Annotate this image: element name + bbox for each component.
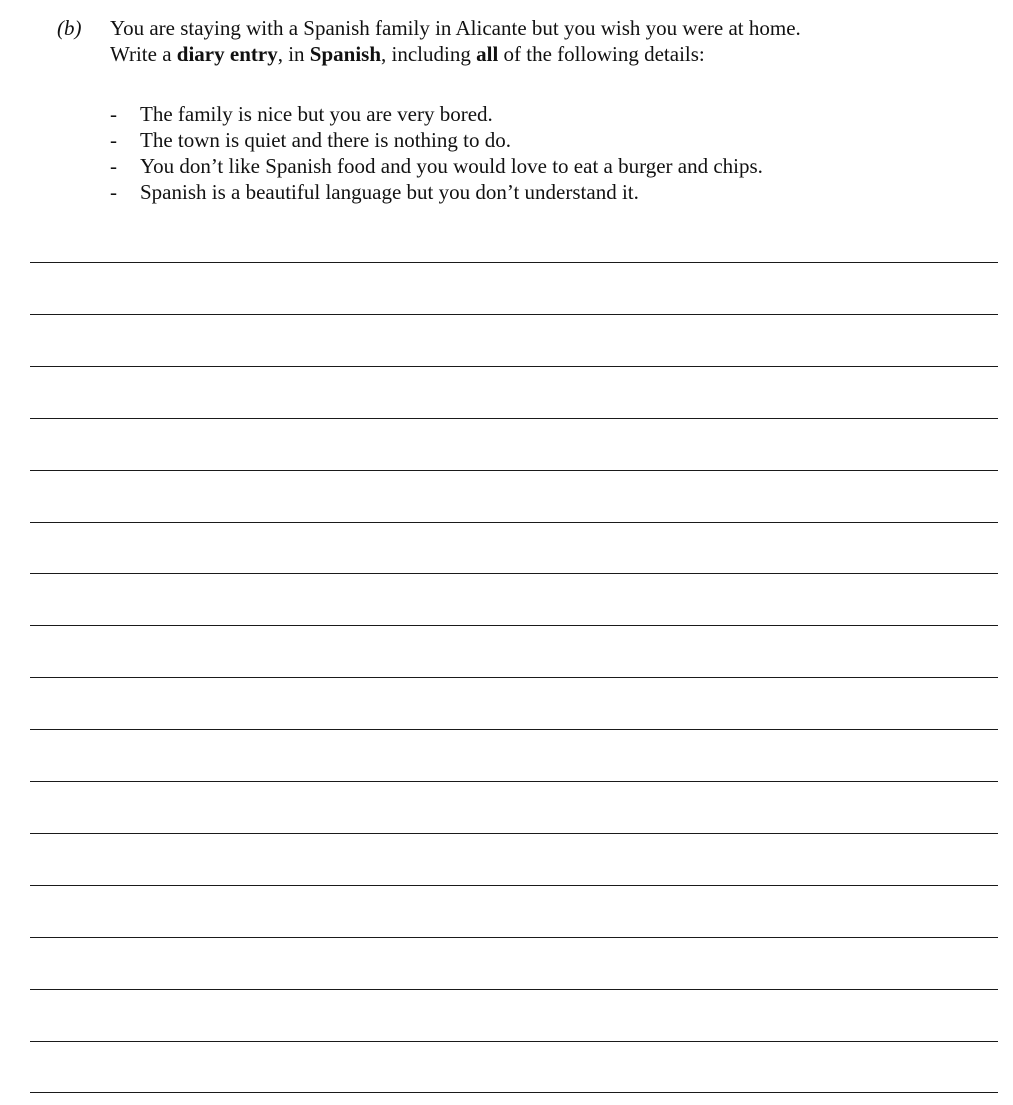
answer-line — [30, 314, 998, 315]
answer-line — [30, 573, 998, 574]
detail-text: Spanish is a beautiful language but you don’t understand it. — [140, 180, 639, 204]
answer-writing-area[interactable] — [30, 0, 998, 1105]
prompt-emphasis-diary-entry: diary entry — [176, 42, 278, 66]
answer-line — [30, 366, 998, 367]
dash-bullet: - — [110, 128, 117, 152]
answer-line — [30, 677, 998, 678]
dash-bullet: - — [110, 154, 117, 178]
answer-line — [30, 937, 998, 938]
prompt-emphasis-all: all — [476, 42, 499, 66]
prompt-text: of the following details: — [498, 42, 705, 66]
dash-bullet: - — [110, 180, 117, 204]
detail-text: The town is quiet and there is nothing to do. — [140, 128, 511, 152]
answer-line — [30, 625, 998, 626]
detail-text: You don’t like Spanish food and you would love to eat a burger and chips. — [140, 154, 763, 178]
answer-line — [30, 833, 998, 834]
answer-line — [30, 522, 998, 523]
prompt-line-1: You are staying with a Spanish family in Alicante but you wish you were at home. — [110, 16, 801, 40]
dash-bullet: - — [110, 102, 117, 126]
answer-line — [30, 885, 998, 886]
prompt-text: , in — [277, 42, 310, 66]
answer-line — [30, 470, 998, 471]
answer-line — [30, 262, 998, 263]
prompt-text: Write a — [110, 42, 177, 66]
prompt-text: , including — [381, 42, 477, 66]
answer-line — [30, 781, 998, 782]
question-part-label: (b) — [57, 16, 82, 40]
answer-line — [30, 1041, 998, 1042]
prompt-emphasis-spanish: Spanish — [309, 42, 382, 66]
answer-line — [30, 729, 998, 730]
answer-line — [30, 418, 998, 419]
answer-line — [30, 989, 998, 990]
detail-text: The family is nice but you are very bored. — [140, 102, 493, 126]
answer-line — [30, 1092, 998, 1093]
